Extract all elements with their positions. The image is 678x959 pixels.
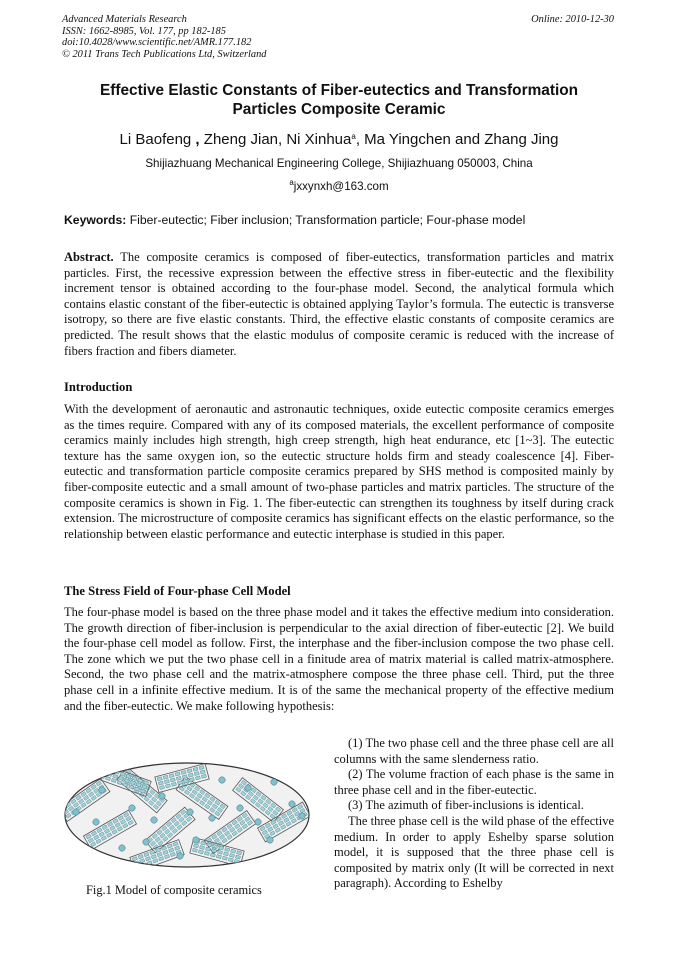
fiber-inclusion — [108, 768, 113, 772]
transformation-particle — [255, 819, 261, 825]
transformation-particle — [271, 779, 277, 785]
composite-ceramic-figure — [62, 760, 312, 870]
section-heading-introduction: Introduction — [64, 380, 133, 394]
journal-header — [62, 14, 266, 60]
email-superscript: a — [289, 178, 294, 187]
keywords-label: Keywords: — [64, 213, 127, 227]
transformation-particle — [267, 837, 273, 843]
transformation-particle — [151, 817, 157, 823]
transformation-particle — [193, 837, 199, 843]
transformation-particle — [143, 839, 149, 845]
transformation-particle — [99, 787, 105, 793]
issn-line: ISSN: 1662-8985, Vol. 177, pp 182-185 — [62, 25, 226, 37]
transformation-particle — [129, 805, 135, 811]
transformation-particle — [237, 805, 243, 811]
email-address: jxxynxh@163.com — [293, 180, 389, 193]
fiber-inclusion — [135, 865, 140, 869]
author-1: Li Baofeng — [119, 131, 192, 148]
transformation-particle — [159, 793, 165, 799]
hypothesis-3: (3) The azimuth of fiber-inclusions is identical. — [348, 798, 584, 813]
figure-caption: Fig.1 Model of composite ceramics — [86, 883, 262, 897]
transformation-particle — [119, 845, 125, 851]
hypothesis-1: (1) The two phase cell and the three phase cell are all columns with the same slenderness ratio. — [334, 736, 614, 766]
transformation-particle — [245, 785, 251, 791]
author-list — [64, 130, 614, 149]
transformation-particle — [219, 777, 225, 783]
affiliation: Shijiazhuang Mechanical Engineering College, Shijiazhuang 050003, China — [145, 157, 533, 170]
continuation-paragraph: The three phase cell is the wild phase of the effective medium. In order to apply Eshelby sparse solution model, it is supposed that the three phase cell is composited by matrix only (It will be corrected in next paragraph). According to Eshelby — [334, 813, 614, 891]
transformation-particle — [73, 809, 79, 815]
author-separator: , — [191, 131, 204, 148]
contact-email — [64, 179, 614, 194]
transformation-particle — [209, 815, 215, 821]
title-line-1: Effective Elastic Constants of Fiber-eutectics and Transformation — [99, 82, 579, 99]
abstract — [64, 250, 614, 359]
doi-line: doi:10.4028/www.scientific.net/AMR.177.182 — [62, 37, 252, 49]
transformation-particle — [177, 853, 183, 859]
abstract-label: Abstract. — [64, 250, 114, 264]
keywords-text: Fiber-eutectic; Fiber inclusion; Transformation particle; Four-phase model — [129, 213, 526, 227]
journal-name: Advanced Materials Research — [62, 14, 187, 25]
abstract-text: The composite ceramics is composed of fiber-eutectics, transformation particles and matrix particles. First, the recessive expression between the effective stress in fiber-eutectic and the flexibility increment tensor is obtained according to the four-phase model. Second, the analytical formula which contains elastic constant of the fiber-eutectic is obtained applying Taylor’s formula. The eutectic is transverse isotropy, so there are five elastic constants. Third, the effective elastic constants of composite ceramics are predicted. The result shows that the elastic modulus of composite ceramic is reduced with the increase of fibers fraction and fibers diameter. — [64, 250, 614, 358]
keywords — [64, 213, 616, 228]
hypothesis-2: (2) The volume fraction of each phase is the same in three phase cell and in the fiber-eutectic. — [334, 767, 614, 797]
fiber-inclusion — [101, 770, 106, 774]
hypothesis-column — [334, 736, 614, 892]
transformation-particle — [93, 819, 99, 825]
online-date: Online: 2010-12-30 — [531, 14, 614, 25]
fiber-inclusion — [103, 766, 108, 770]
author-3: , Ma Yingchen and Zhang Jing — [355, 131, 559, 148]
section-heading-stress-field: The Stress Field of Four-phase Cell Model — [64, 584, 291, 598]
stress-field-body: The four-phase model is based on the three phase model and it takes the effective medium into consideration. The growth direction of fiber-inclusion is perpendicular to the axial direction of fiber-eutectic [2]. We build the four-phase cell model as follow. First, the interphase and the fiber-inclusion compose the two phase cell. The zone which we put the two phase cell in a finitude area of matrix material is called matrix-atmosphere. Second, the two phase cell and the matrix-atmosphere compose the three phase cell. Third, put the three phase cell in a infinite effective medium. It is of the same the mechanical property of the effective medium and the fiber-eutectic. We make following hypothesis: — [64, 605, 614, 713]
paper-title — [64, 81, 614, 119]
author-2: Zheng Jian, Ni Xinhua — [203, 131, 352, 148]
title-line-2: Particles Composite Ceramic — [232, 101, 446, 118]
author-superscript: a — [351, 132, 356, 141]
introduction-body: With the development of aeronautic and astronautic techniques, oxide eutectic composite ceramics emerges as the times require. Compared with any of its composed materials, the excellent performance of composite ceramics mainly includes high strength, high creep strength, high heat endurance, etc [1~3]. The eutectic texture has the same oxygen ion, so the eutectic structure holds firm and steady coalescence [4]. Fiber-eutectic and transformation particle composite ceramics prepared by SHS method is composited mainly by fiber-composite eutectic and a small amount of two-phase particles and matrix particles. The structure of the composite ceramics is shown in Fig. 1. The fiber-eutectic can strengthen its toughness by itself during crack extension. The microstructure of composite ceramics has significant effects on the elastic performance, so the relationship between elastic performance and eutectic interphase is studied in this paper. — [64, 402, 614, 541]
transformation-particle — [187, 809, 193, 815]
transformation-particle — [299, 813, 305, 819]
copyright-line: © 2011 Trans Tech Publications Ltd, Switzerland — [62, 48, 267, 60]
transformation-particle — [289, 801, 295, 807]
